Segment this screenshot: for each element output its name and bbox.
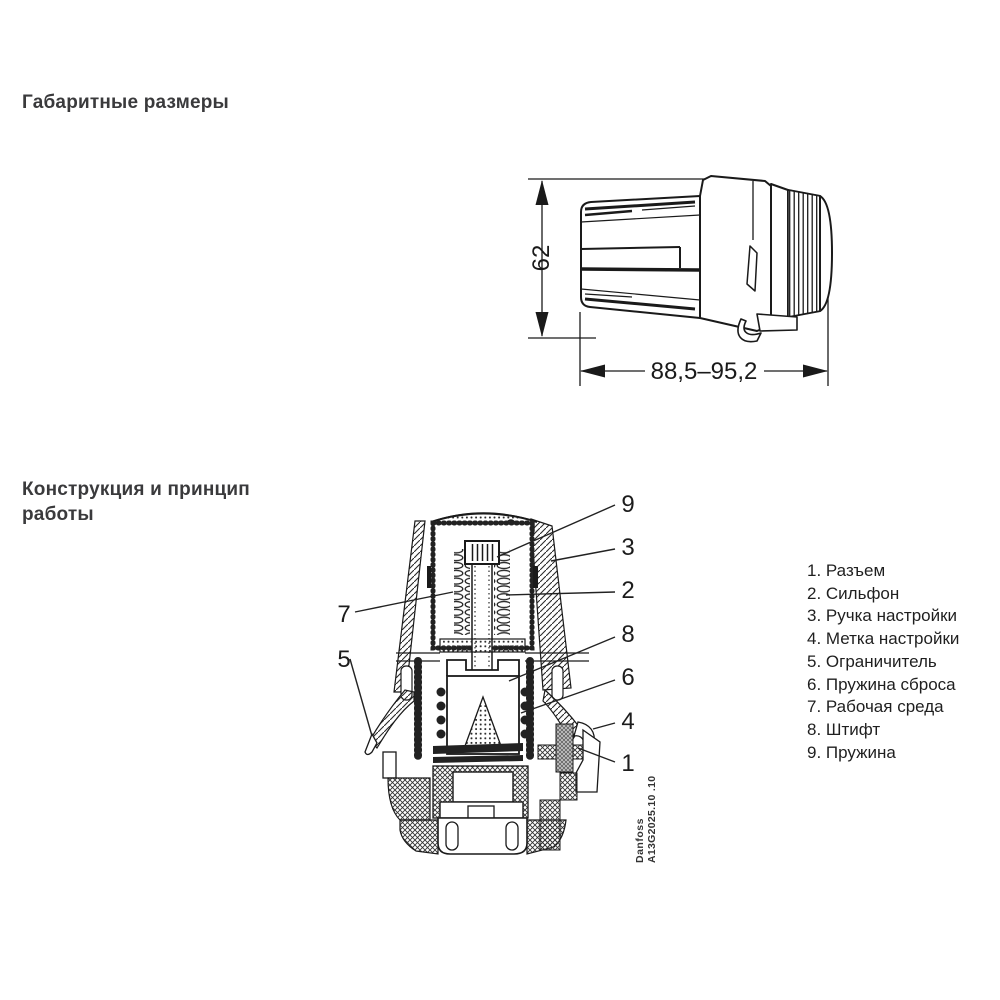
legend-item-9: 9. Пружина [807, 742, 896, 762]
section-title-dimensions: Габаритные размеры [22, 92, 229, 113]
cross-section-diagram [365, 513, 600, 854]
legend-item-3: 3. Ручка настройки [807, 606, 958, 626]
legend-item-4: 4. Метка настройки [807, 629, 960, 649]
callout-2: 2 [621, 577, 635, 604]
legend-item-6: 6. Пружина сброса [807, 674, 956, 694]
callout-9: 9 [621, 491, 635, 518]
legend-item-7: 7. Рабочая среда [807, 697, 944, 717]
thermostat-side-view [581, 176, 832, 342]
callout-4: 4 [621, 708, 635, 735]
parts-legend [807, 560, 959, 764]
callout-3: 3 [621, 534, 635, 561]
watermark [634, 776, 658, 863]
legend-item-2: 2. Сильфон [807, 583, 900, 603]
callout-8: 8 [621, 621, 635, 648]
section-title-construction: Конструкция и принцип работы [22, 479, 250, 525]
callout-1: 1 [621, 750, 635, 777]
callout-6: 6 [621, 664, 635, 691]
legend-item-5: 5. Ограничитель [807, 651, 937, 671]
callout-7: 7 [337, 601, 351, 628]
dim-height-label: 62 [528, 244, 555, 272]
watermark-code: A13G2025.10 .10 [646, 775, 658, 863]
housing-right-wall [531, 519, 571, 690]
legend-item-8: 8. Штифт [807, 719, 881, 739]
connector-block [556, 724, 573, 772]
dimensional-drawing [528, 176, 832, 386]
skirt-left-wing [370, 690, 414, 748]
dim-width-label: 88,5–95,2 [650, 358, 758, 385]
legend-item-1: 1. Разъем [807, 561, 886, 580]
callout-5: 5 [337, 646, 351, 673]
watermark-brand: Danfoss [634, 818, 646, 863]
